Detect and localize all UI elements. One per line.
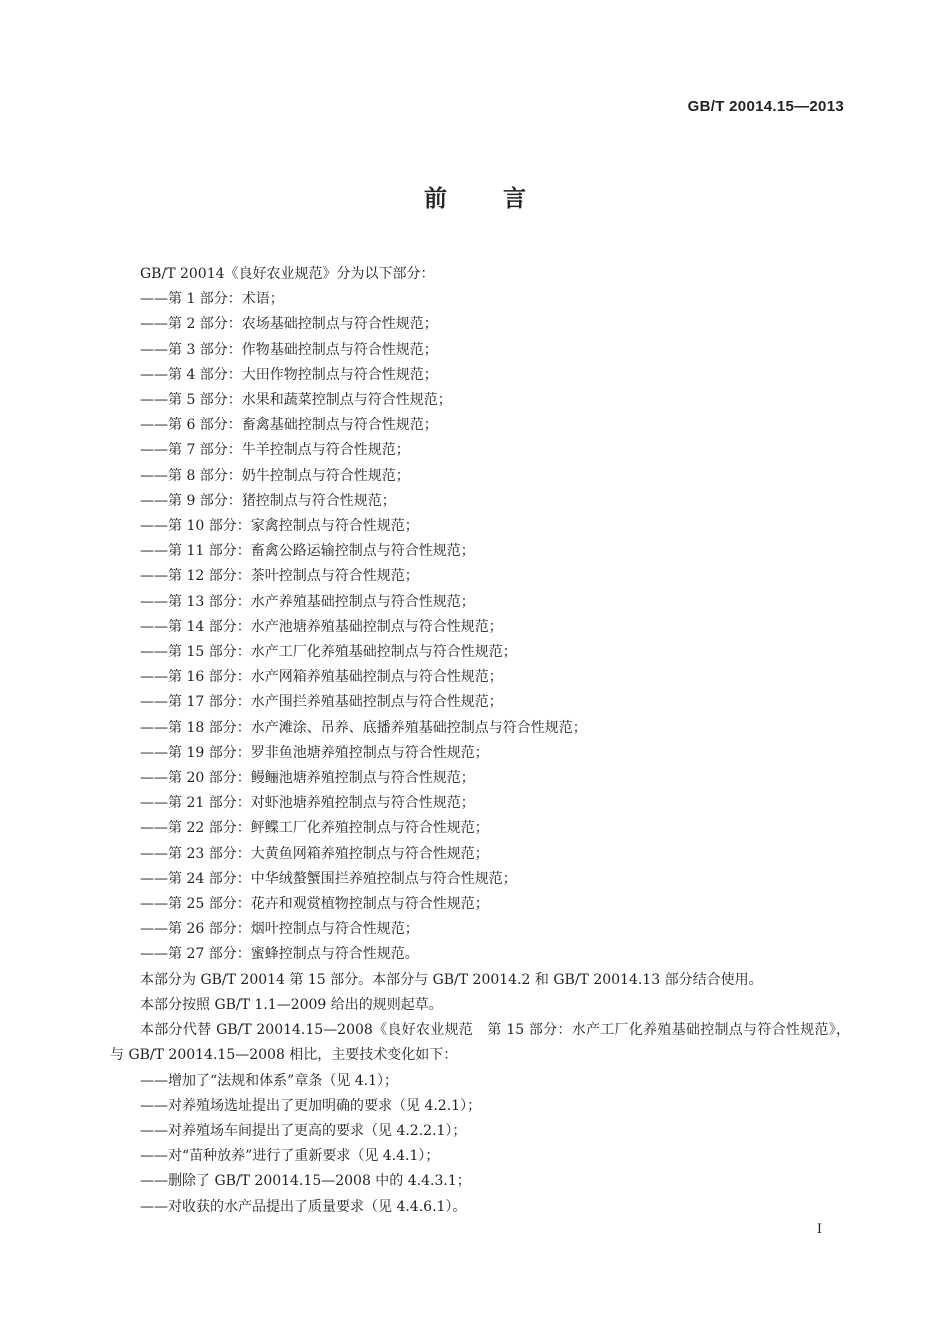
list-item: ——第 18 部分：水产滩涂、吊养、底播养殖基础控制点与符合性规范；: [140, 719, 587, 736]
page-title: 前言: [424, 186, 582, 212]
list-item: ——第 6 部分：畜禽基础控制点与符合性规范；: [140, 417, 438, 434]
intro-paragraph: GB/T 20014《良好农业规范》分为以下部分：: [140, 266, 435, 282]
list-item: ——第 11 部分：畜禽公路运输控制点与符合性规范；: [140, 543, 475, 560]
list-item: ——第 5 部分：水果和蔬菜控制点与符合性规范；: [140, 392, 452, 409]
standard-code: GB/T 20014.15—2013: [687, 98, 844, 115]
list-item: ——第 10 部分：家禽控制点与符合性规范；: [140, 518, 419, 535]
list-item: ——第 1 部分：术语；: [140, 291, 284, 308]
list-item: ——第 19 部分：罗非鱼池塘养殖控制点与符合性规范；: [140, 744, 489, 761]
list-item: ——第 16 部分：水产网箱养殖基础控制点与符合性规范；: [140, 669, 503, 686]
list-item: ——第 12 部分：茶叶控制点与符合性规范；: [140, 568, 419, 585]
page-number: I: [816, 1222, 822, 1237]
list-item: ——第 21 部分：对虾池塘养殖控制点与符合性规范；: [140, 795, 475, 812]
statement-paragraph: 本部分为 GB/T 20014 第 15 部分。本部分与 GB/T 20014.2 和 GB/T 20014.13 部分结合使用。: [140, 971, 763, 988]
list-item: ——第 7 部分：牛羊控制点与符合性规范；: [140, 442, 410, 459]
list-item: ——第 27 部分：蜜蜂控制点与符合性规范。: [140, 946, 419, 963]
replacement-paragraph: 本部分代替 GB/T 20014.15—2008《良好农业规范 第 15 部分：水产工厂化养殖基础控制点与符合性规范》，与 GB/T 20014.15—2008 相比，主要技术变化如下：: [110, 1022, 850, 1064]
list-item: ——对养殖场车间提出了更高的要求（见 4.2.2.1）；: [140, 1122, 467, 1139]
list-item: ——第 13 部分：水产养殖基础控制点与符合性规范；: [140, 593, 475, 610]
parts-list: [110, 287, 850, 967]
list-item: ——对养殖场选址提出了更加明确的要求（见 4.2.1）；: [140, 1097, 482, 1114]
list-item: ——第 2 部分：农场基础控制点与符合性规范；: [140, 316, 438, 333]
list-item: ——第 8 部分：奶牛控制点与符合性规范；: [140, 467, 410, 484]
list-item: ——第 26 部分：烟叶控制点与符合性规范；: [140, 921, 419, 938]
changes-list: [110, 1069, 850, 1220]
list-item: ——第 17 部分：水产围拦养殖基础控制点与符合性规范；: [140, 694, 503, 711]
document-body: [110, 262, 850, 1220]
list-item: ——第 25 部分：花卉和观赏植物控制点与符合性规范；: [140, 896, 489, 913]
list-item: ——第 9 部分：猪控制点与符合性规范；: [140, 492, 396, 509]
list-item: ——第 20 部分：鳗鲡池塘养殖控制点与符合性规范；: [140, 770, 475, 787]
list-item: ——第 24 部分：中华绒螯蟹围拦养殖控制点与符合性规范；: [140, 870, 517, 887]
list-item: ——第 22 部分：鲆鲽工厂化养殖控制点与符合性规范；: [140, 820, 489, 837]
list-item: ——对“苗种放养”进行了重新要求（见 4.4.1）；: [140, 1148, 440, 1165]
list-item: ——第 3 部分：作物基础控制点与符合性规范；: [140, 341, 438, 358]
list-item: ——第 4 部分：大田作物控制点与符合性规范；: [140, 366, 438, 383]
list-item: ——第 23 部分：大黄鱼网箱养殖控制点与符合性规范；: [140, 845, 489, 862]
list-item: ——对收获的水产品提出了质量要求（见 4.4.6.1）。: [140, 1198, 467, 1215]
list-item: ——增加了“法规和体系”章条（见 4.1）；: [140, 1072, 399, 1089]
list-item: ——第 14 部分：水产池塘养殖基础控制点与符合性规范；: [140, 618, 503, 635]
list-item: ——第 15 部分：水产工厂化养殖基础控制点与符合性规范；: [140, 644, 517, 661]
list-item: ——删除了 GB/T 20014.15—2008 中的 4.4.3.1；: [140, 1173, 471, 1190]
statement-paragraph: 本部分按照 GB/T 1.1—2009 给出的规则起草。: [140, 996, 443, 1013]
